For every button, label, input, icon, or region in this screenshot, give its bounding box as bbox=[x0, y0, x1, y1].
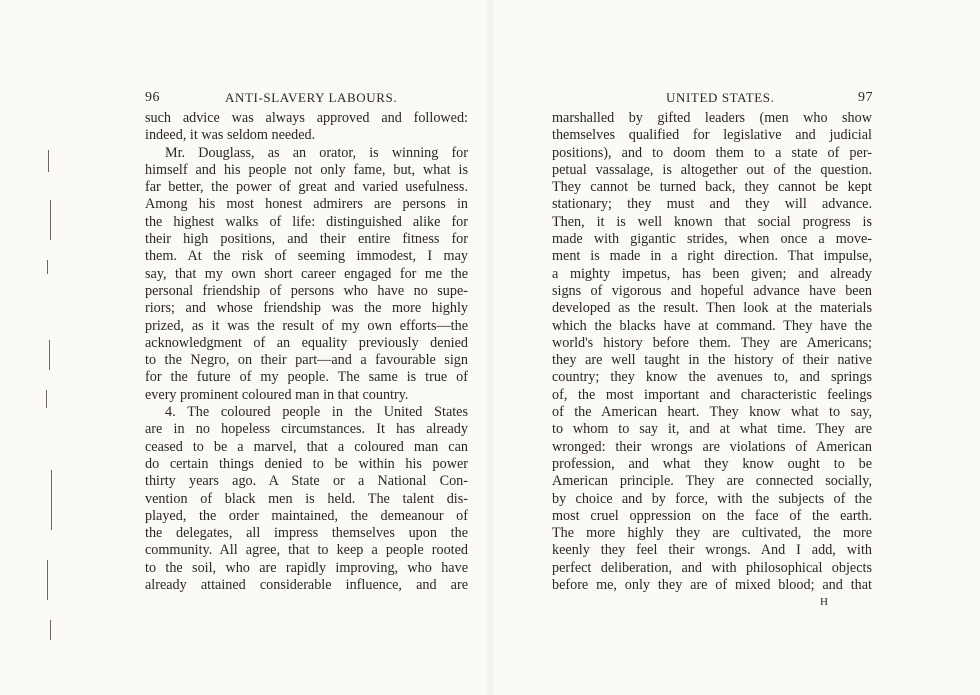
text-line: world's history before them. They are Americans; bbox=[552, 334, 872, 351]
text-line: the delegates, all impress themselves upon the bbox=[145, 525, 468, 542]
text-line: say, that my own short career engaged for me the bbox=[145, 265, 468, 282]
text-line: ceased to be a marvel, that a coloured man can bbox=[145, 438, 468, 455]
text-line: they are well taught in the history of their native bbox=[552, 352, 872, 369]
text-line: most cruel oppression on the face of the earth. bbox=[552, 507, 872, 524]
page-edge-marks bbox=[20, 140, 60, 660]
text-line: far better, the power of great and varied usefulness. bbox=[145, 179, 468, 196]
text-line: community. All agree, that to keep a people rooted bbox=[145, 542, 468, 559]
page-body bbox=[145, 110, 468, 594]
text-line: ment is made in a right direction. That impulse, bbox=[552, 248, 872, 265]
text-line: wronged: their wrongs are violations of American bbox=[552, 438, 872, 455]
text-line: to the soil, who are rapidly improving, who have bbox=[145, 559, 468, 576]
text-line: by choice and by force, with the subjects of the bbox=[552, 490, 872, 507]
page-number: 96 bbox=[145, 90, 160, 105]
text-line: prized, as it was the result of my own efforts—the bbox=[145, 317, 468, 334]
text-line: American principle. They are connected socially, bbox=[552, 473, 872, 490]
text-line: profession, and what they know ought to be bbox=[552, 455, 872, 472]
text-line: which the blacks have at command. They have the bbox=[552, 317, 872, 334]
text-line: themselves qualified for legislative and judicial bbox=[552, 127, 872, 144]
text-line: Mr. Douglass, as an orator, is winning for bbox=[165, 144, 468, 161]
text-line: of the American heart. They know what to say, bbox=[552, 404, 872, 421]
text-line: played, the order maintained, the demeanour of bbox=[145, 507, 468, 524]
text-line: positions), and to doom them to a state of per- bbox=[552, 144, 872, 161]
text-line: them. At the risk of seeming immodest, I may bbox=[145, 248, 468, 265]
page-body bbox=[552, 110, 872, 594]
text-line: acknowledgment of an equality previously denied bbox=[145, 334, 468, 351]
text-line: are in no hopeless circumstances. It has already bbox=[145, 421, 468, 438]
text-line: Then, it is well known that social progress is bbox=[552, 213, 872, 230]
text-line: thirty years ago. A State or a National Con- bbox=[145, 473, 468, 490]
running-head: UNITED STATES. bbox=[666, 90, 775, 105]
text-line: himself and his people not only fame, but, what is bbox=[145, 161, 468, 178]
text-line: vention of black men is held. The talent dis- bbox=[145, 490, 468, 507]
text-line: 4. The coloured people in the United States bbox=[165, 404, 468, 421]
text-line: do certain things denied to be within his power bbox=[145, 455, 468, 472]
text-line: perfect deliberation, and with philosophical objects bbox=[552, 559, 872, 576]
text-line: stationary; they must and they will advance. bbox=[552, 196, 872, 213]
text-line: to whom to say it, and at what time. They are bbox=[552, 421, 872, 438]
text-line: personal friendship of persons who have no supe- bbox=[145, 282, 468, 299]
text-line: for the future of my people. The same is true of bbox=[145, 369, 468, 386]
text-line: They cannot be turned back, they cannot be kept bbox=[552, 179, 872, 196]
text-line: of, the most important and characteristic feelings bbox=[552, 386, 872, 403]
text-line: developed as the result. Then look at the materials bbox=[552, 300, 872, 317]
page-number: 97 bbox=[858, 90, 873, 105]
text-line: every prominent coloured man in that country. bbox=[145, 386, 409, 403]
signature-mark: H bbox=[820, 596, 828, 608]
text-line: petual vassalage, is altogether out of the question. bbox=[552, 161, 872, 178]
text-line: Among his most honest admirers are persons in bbox=[145, 196, 468, 213]
running-head: ANTI-SLAVERY LABOURS. bbox=[225, 90, 398, 105]
text-line: made with gigantic strides, when once a move- bbox=[552, 231, 872, 248]
text-line: keenly they feel their wrongs. And I add, with bbox=[552, 542, 872, 559]
text-line: already attained considerable influence, and are bbox=[145, 577, 468, 594]
text-line: signs of vigorous and hopeful advance have been bbox=[552, 282, 872, 299]
text-line: the highest walks of life: distinguished alike for bbox=[145, 213, 468, 230]
text-line: a mighty impetus, has been given; and already bbox=[552, 265, 872, 282]
text-line: before me, only they are of mixed blood; and that bbox=[552, 577, 872, 594]
text-line: The more highly they are cultivated, the more bbox=[552, 525, 872, 542]
text-line: their high positions, and their entire fitness for bbox=[145, 231, 468, 248]
text-line: such advice was always approved and followed: bbox=[145, 110, 468, 126]
text-line: country; they know the avenues to, and springs bbox=[552, 369, 872, 386]
right-page bbox=[490, 0, 980, 695]
text-line: riors; and whose friendship was the more highly bbox=[145, 300, 468, 317]
text-line: to the Negro, on their part—and a favourable sign bbox=[145, 352, 468, 369]
text-line: marshalled by gifted leaders (men who show bbox=[552, 110, 872, 126]
text-line: indeed, it was seldom needed. bbox=[145, 127, 316, 144]
